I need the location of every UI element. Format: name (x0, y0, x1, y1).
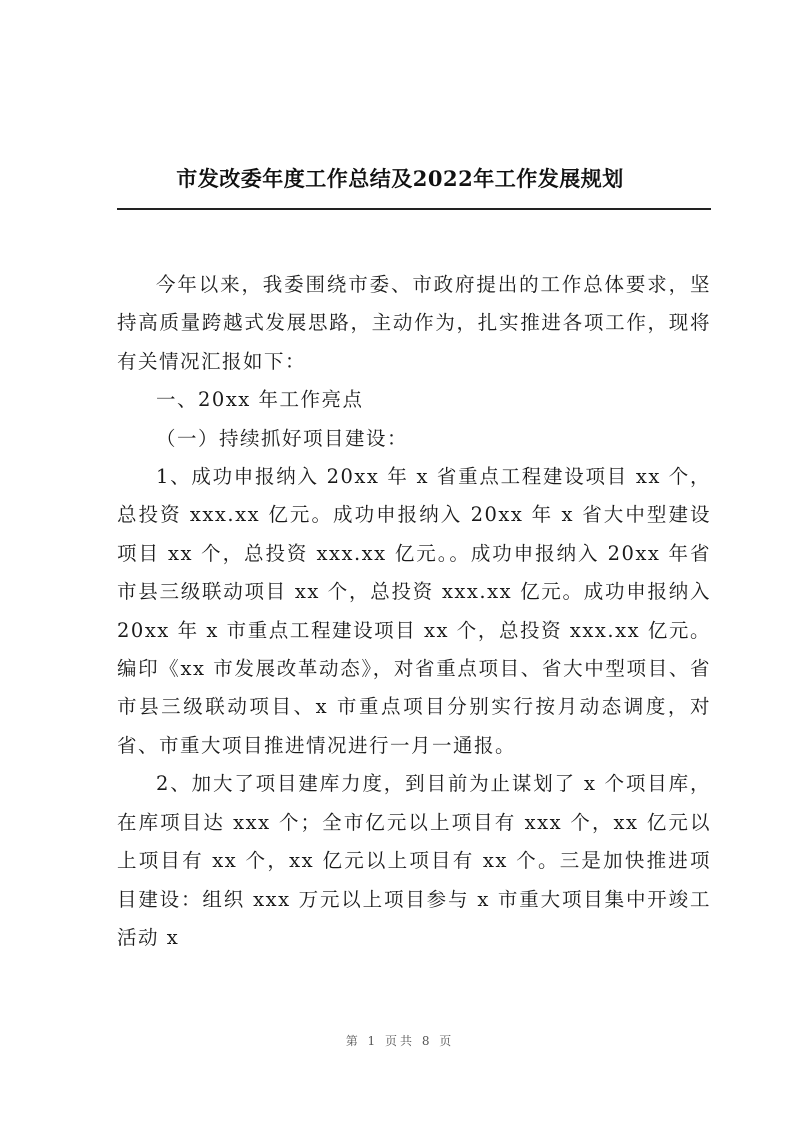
section-heading: 一、20xx 年工作亮点 (156, 388, 364, 412)
paragraph-item-2: 2、加大了项目建库力度，到目前为止谋划了 x 个项目库，在库项目达 xxx 个；全市亿元以上项目有 xxx 个，xx 亿元以上项目有 xx 个，xx 亿元以上项目有 xx 个。三是加快推进项目建设：组织 xxx 万元以上项目参与 x 市重大项目集中开竣工活动 x (117, 772, 711, 949)
paragraph-intro: 今年以来，我委围绕市委、市政府提出的工作总体要求，坚持高质量跨越式发展思路，主动作为，扎实推进各项工作，现将有关情况汇报如下： (117, 273, 711, 373)
document-title: 市发改委年度工作总结及2022年工作发展规划 (176, 166, 624, 191)
paragraph-item-1: 1、成功申报纳入 20xx 年 x 省重点工程建设项目 xx 个，总投资 xxx.xx 亿元。成功申报纳入 20xx 年 x 省大中型建设项目 xx 个，总投资 xxx.xx 亿元。。成功申报纳入 20xx 年省市县三级联动项目 xx 个，总投资 xxx.xx 亿元。成功申报纳入 20xx 年 x 市重点工程建设项目 xx 个，总投资 xxx.xx 亿元。编印《xx 市发展改革动态》，对省重点项目、省大中型项目、省市县三级联动项目、x 市重点项目分别实行按月动态调度，对省、市重大项目推进情况进行一月一通报。 (117, 465, 711, 757)
document-body (117, 266, 711, 957)
page-number: 第 1 页共 8 页 (345, 1034, 455, 1048)
title-underline (117, 208, 711, 210)
subsection-heading: （一）持续抓好项目建设： (156, 426, 409, 450)
